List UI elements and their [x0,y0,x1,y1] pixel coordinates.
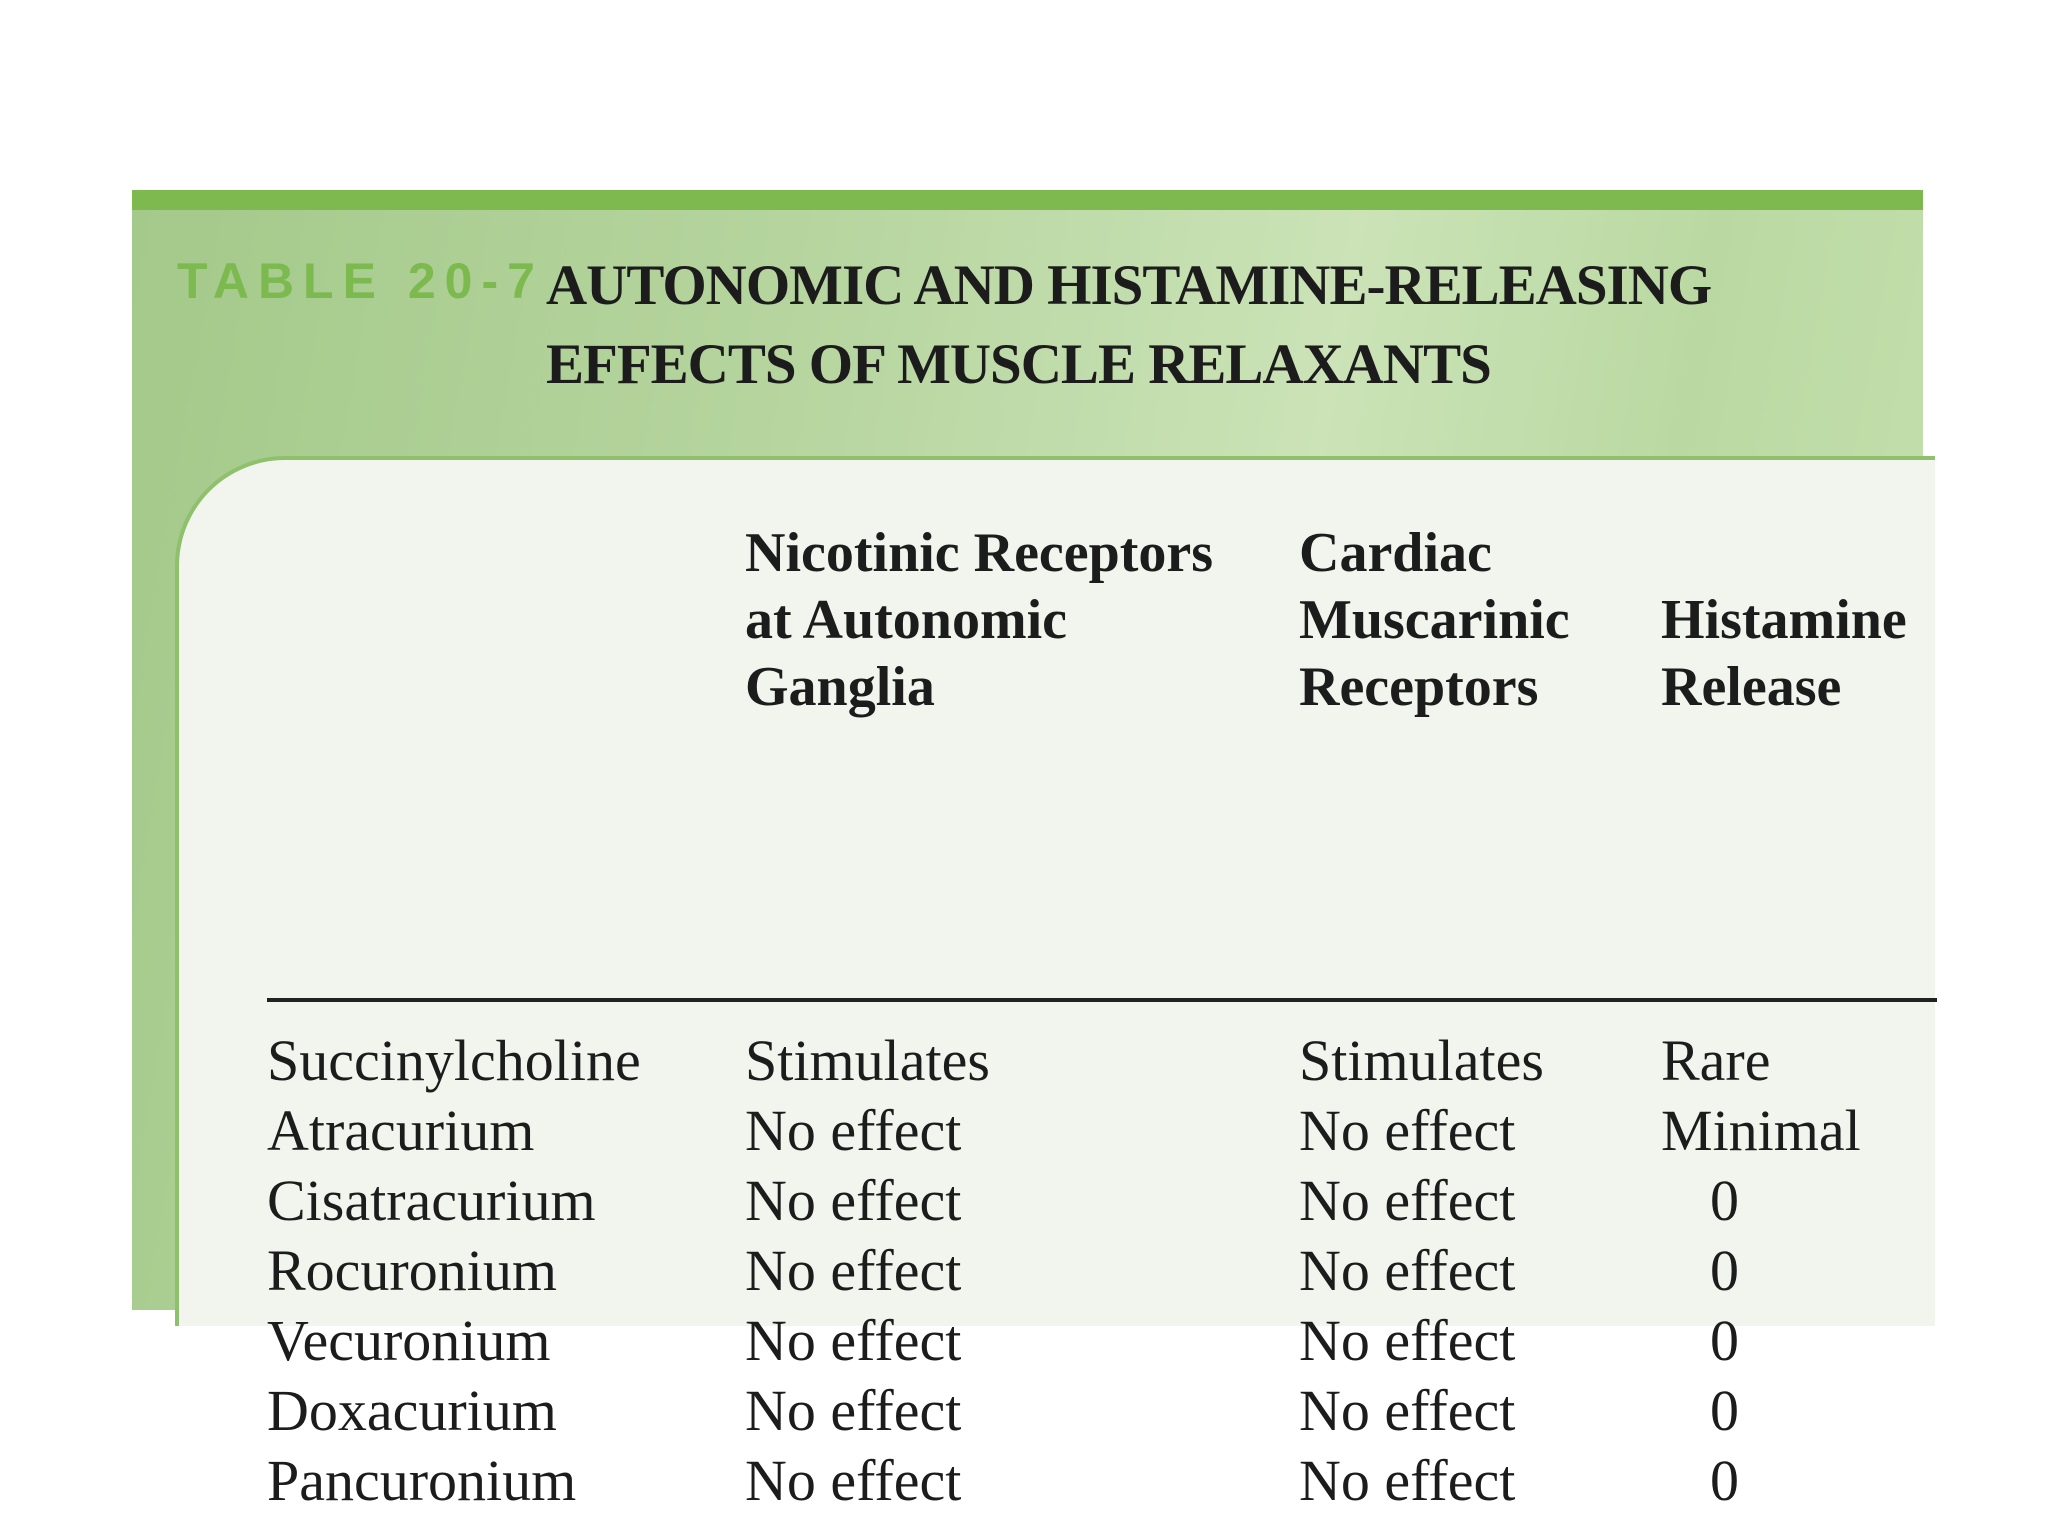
column-header-line: Nicotinic Receptors [745,522,1214,584]
cardiac-cell: No effect [1299,1448,1516,1513]
histamine-cell: Rare [1661,1028,1771,1093]
nicotinic-cell: Stimulates [745,1028,990,1093]
table-row [179,1166,1935,1236]
table-row [179,1236,1935,1306]
table-row [179,1306,1935,1376]
table-row [179,1026,1935,1096]
histamine-cell: 0 [1710,1378,1739,1443]
table-body-card [175,456,1935,1513]
column-header-histamine [1661,587,1907,721]
cardiac-cell: No effect [1299,1238,1516,1303]
nicotinic-cell: No effect [745,1098,962,1163]
drug-cell: Rocuronium [267,1238,557,1303]
drug-cell: Succinylcholine [267,1028,641,1093]
histamine-cell: 0 [1710,1238,1739,1303]
histamine-cell: Minimal [1661,1098,1861,1163]
drug-cell: Atracurium [267,1098,535,1163]
column-header-nicotinic [745,520,1213,721]
column-header-line: Receptors [1299,656,1539,718]
column-header-line: Cardiac [1299,522,1492,584]
table-panel [132,190,1923,1513]
column-header-line: Ganglia [745,656,935,718]
drug-cell: Pancuronium [267,1448,577,1513]
header-divider [267,998,1937,1002]
drug-cell: Cisatracurium [267,1168,596,1233]
table-row [179,1376,1935,1446]
column-header-line: Release [1661,656,1842,718]
cardiac-cell: No effect [1299,1098,1516,1163]
histamine-cell: 0 [1710,1448,1739,1513]
column-header-line: at Autonomic [745,589,1067,651]
nicotinic-cell: No effect [745,1168,962,1233]
cardiac-cell: No effect [1299,1308,1516,1373]
table-title [546,246,1711,404]
cardiac-cell: No effect [1299,1378,1516,1443]
column-header-line: Muscarinic [1299,589,1570,651]
table-title-line: EFFECTS OF MUSCLE RELAXANTS [546,333,1491,396]
cardiac-cell: Stimulates [1299,1028,1544,1093]
histamine-cell: 0 [1710,1168,1739,1233]
top-accent-bar [132,190,1923,210]
table-row [179,1446,1935,1516]
nicotinic-cell: No effect [745,1378,962,1443]
cardiac-cell: No effect [1299,1168,1516,1233]
table-row [179,1096,1935,1166]
nicotinic-cell: No effect [745,1448,962,1513]
nicotinic-cell: No effect [745,1238,962,1303]
drug-cell: Vecuronium [267,1308,551,1373]
table-number-label: TABLE 20-7 [177,253,544,309]
column-header-line: Histamine [1661,589,1907,651]
table-title-line: AUTONOMIC AND HISTAMINE-RELEASING [546,254,1712,317]
histamine-cell: 0 [1710,1308,1739,1373]
column-header-cardiac [1299,520,1570,721]
drug-cell: Doxacurium [267,1378,557,1443]
nicotinic-cell: No effect [745,1308,962,1373]
